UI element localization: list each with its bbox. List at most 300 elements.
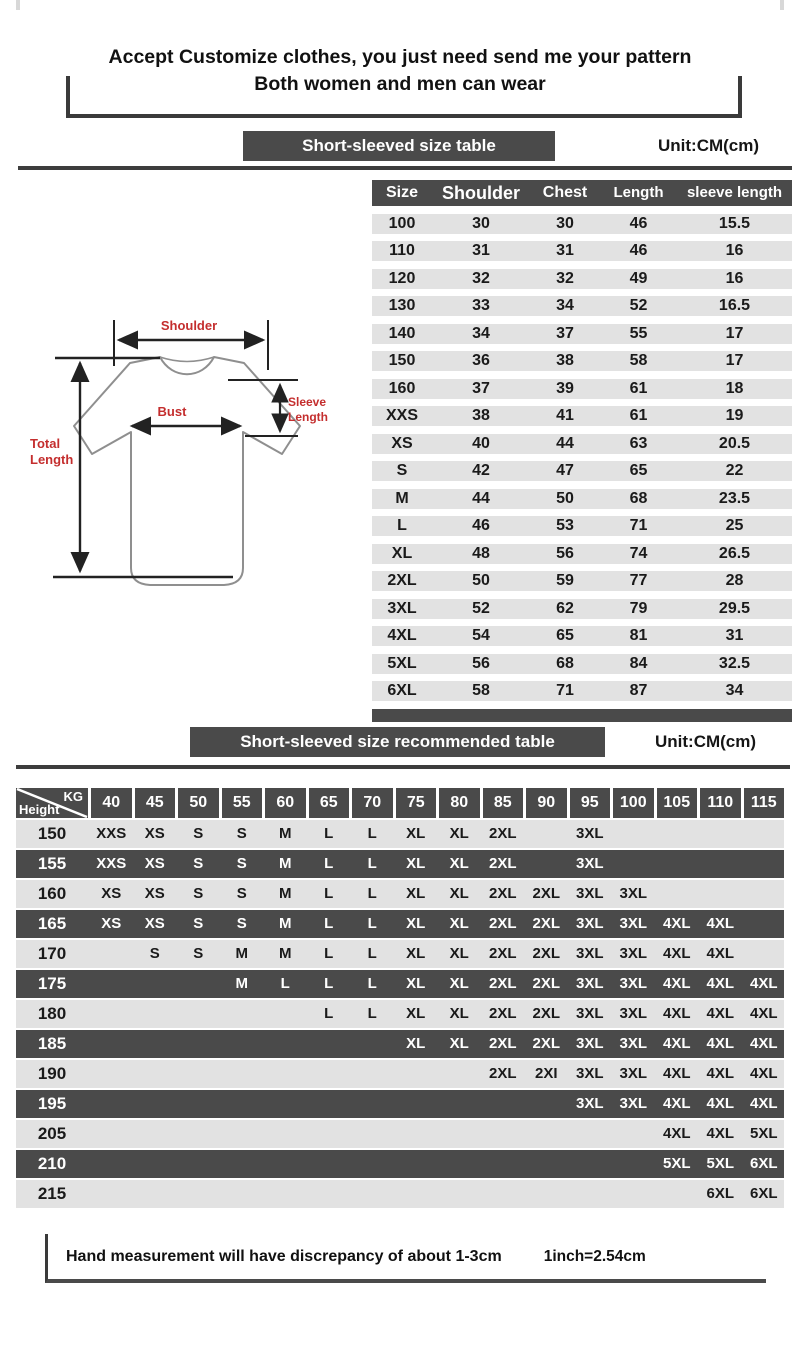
recommended-table-row [16, 880, 784, 908]
recommended-table-row [16, 910, 784, 938]
weight-column-header: 45 [135, 788, 176, 818]
recommended-size-cell: 4XL [706, 1125, 734, 1142]
recommended-size-cell [265, 1030, 306, 1058]
weight-column-header: 60 [265, 788, 306, 818]
recommended-size-cell: XL [449, 855, 469, 872]
size-table-cell: 46 [472, 517, 490, 534]
recommended-size-cell: L [367, 825, 377, 842]
size-table-unit-label: Unit:CM(cm) [658, 136, 760, 155]
size-table [372, 180, 792, 722]
top-right-tick [780, 0, 784, 10]
weight-column-header: 70 [352, 788, 393, 818]
height-row-label: 160 [37, 884, 67, 903]
size-table-cell: 36 [472, 352, 490, 369]
recommended-size-cell: 3XL [619, 1065, 647, 1082]
shoulder-label: Shoulder [160, 318, 218, 333]
height-row-label: 170 [37, 944, 67, 963]
recommended-size-cell [91, 1060, 132, 1088]
recommended-size-cell [657, 1180, 698, 1208]
size-table-column-header: sleeve length [686, 184, 783, 201]
size-table-column-header: Length [613, 184, 664, 201]
recommended-size-cell: XL [449, 945, 469, 962]
size-table-row [372, 571, 792, 591]
footer-bracket [45, 1234, 766, 1283]
size-table-cell: 31 [472, 242, 490, 259]
size-table-cell: 61 [629, 407, 648, 424]
bust-label: Bust [157, 404, 187, 419]
size-table-cell: 44 [472, 489, 490, 507]
height-row-label: 205 [37, 1124, 67, 1143]
recommended-table-row [16, 1120, 784, 1148]
size-table-cell: 46 [629, 214, 648, 232]
recommended-size-cell: 3XL [575, 1005, 604, 1022]
top-left-tick [16, 0, 20, 10]
weight-column-header: 100 [613, 788, 654, 818]
recommended-size-cell: 3XL [575, 915, 604, 932]
recommended-size-cell [265, 1180, 306, 1208]
size-table-cell: 30 [556, 214, 574, 232]
recommended-size-cell: XL [449, 1035, 469, 1052]
recommended-size-cell [570, 1120, 611, 1148]
recommended-size-cell: 2XL [488, 825, 517, 842]
recommended-size-cell [396, 1180, 437, 1208]
size-table-row [372, 406, 792, 426]
height-row-label: 210 [37, 1154, 67, 1173]
recommended-size-cell: 2XL [488, 975, 517, 992]
recommended-size-cell: 4XL [749, 1095, 778, 1112]
recommended-size-cell: XL [406, 915, 426, 932]
recommended-size-cell: XL [406, 1005, 426, 1022]
recommended-size-cell [178, 1000, 219, 1028]
recommended-size-cell: S [236, 855, 247, 872]
recommended-size-cell: L [367, 855, 377, 872]
recommended-size-cell [570, 1150, 611, 1178]
recommended-size-cell: 2XL [488, 1005, 517, 1022]
size-table-cell: 52 [629, 297, 648, 314]
recommended-size-cell [222, 1180, 263, 1208]
recommended-size-cell [439, 1120, 480, 1148]
recommended-size-cell: XL [406, 825, 426, 842]
measurement-note: Hand measurement will have discrepancy of about 1-3cm [66, 1247, 502, 1265]
recommended-size-cell: 6XL [706, 1185, 734, 1202]
size-table-cell: XL [391, 544, 413, 562]
size-table-row [372, 626, 792, 646]
recommended-size-cell: 2XI [534, 1065, 558, 1082]
recommended-size-cell [178, 1150, 219, 1178]
recommended-size-cell: 2XL [532, 915, 560, 932]
recommended-size-cell [135, 970, 176, 998]
size-table-cell: 110 [389, 242, 415, 259]
size-table-cell: 31 [725, 627, 744, 644]
size-table-cell: 79 [629, 599, 648, 617]
size-table-cell: 87 [629, 682, 648, 699]
recommended-size-cell: 4XL [662, 1035, 691, 1052]
size-table-cell: 25 [725, 517, 744, 534]
size-table-row [372, 461, 792, 481]
size-table-row [372, 544, 792, 564]
recommended-size-cell [744, 850, 785, 878]
recommended-size-cell [135, 1060, 176, 1088]
recommended-size-cell [526, 1090, 567, 1118]
total-length-label-line1: Total [30, 436, 61, 451]
tshirt-measurement-diagram [22, 300, 352, 605]
recommended-size-cell: XL [406, 975, 426, 992]
recommended-size-cell: 3XL [619, 945, 647, 962]
size-table-cell: 18 [725, 379, 744, 397]
recommended-size-cell: 2XL [532, 975, 560, 992]
recommended-size-cell [178, 1180, 219, 1208]
size-table-row [372, 269, 792, 289]
size-table-cell: 22 [725, 462, 744, 479]
size-table-cell: 150 [388, 352, 416, 369]
size-table-cell: 34 [556, 297, 574, 314]
size-table-cell: 68 [556, 654, 574, 672]
size-table-cell: 31 [556, 242, 574, 259]
recommended-table-row [16, 1150, 784, 1178]
recommended-size-cell: 4XL [662, 1125, 691, 1142]
height-row-label: 150 [37, 824, 67, 843]
recommended-size-cell [309, 1120, 350, 1148]
recommended-size-cell [657, 880, 698, 908]
size-table-cell: XS [391, 434, 413, 452]
size-table-cell: 23.5 [718, 489, 751, 507]
size-table-cell: XXS [385, 407, 418, 424]
recommended-size-cell: XL [449, 885, 469, 902]
recommended-size-cell: L [367, 885, 377, 902]
recommended-size-cell: 4XL [706, 915, 734, 932]
size-table-body [372, 214, 792, 702]
recommended-size-cell: 3XL [619, 885, 647, 902]
recommended-size-cell: L [324, 885, 334, 902]
recommended-size-cell [135, 1030, 176, 1058]
size-table-column-header: Size [385, 184, 418, 201]
recommended-size-cell: 3XL [575, 825, 604, 842]
page-title-line2: Both women and men can wear [254, 73, 546, 95]
recommended-size-cell [526, 850, 567, 878]
recommended-size-cell [135, 1120, 176, 1148]
recommended-size-cell [309, 1090, 350, 1118]
recommended-size-cell [135, 1090, 176, 1118]
recommended-table [16, 788, 784, 1208]
size-table-cell: 50 [556, 489, 574, 507]
recommended-size-cell [439, 1090, 480, 1118]
size-table-cell: 55 [629, 324, 648, 342]
recommended-size-cell: XXS [96, 855, 127, 872]
recommended-size-cell: 3XL [619, 975, 647, 992]
recommended-size-cell: 6XL [749, 1155, 778, 1172]
recommended-size-cell: 4XL [706, 1005, 734, 1022]
recommended-size-cell: M [279, 825, 292, 842]
recommended-size-cell [178, 1030, 219, 1058]
size-table-column-header: Chest [542, 184, 588, 201]
recommended-size-cell: 2XL [488, 1035, 517, 1052]
size-table-cell: 71 [556, 682, 574, 699]
recommended-size-cell [135, 1180, 176, 1208]
recommended-size-cell: 6XL [749, 1185, 778, 1202]
size-table-cell: 34 [725, 682, 744, 699]
height-row-label: 165 [37, 914, 67, 933]
size-table-row [372, 599, 792, 619]
size-table-row [372, 681, 792, 701]
recommended-size-cell: 4XL [749, 1065, 778, 1082]
recommended-size-cell: 3XL [575, 1095, 604, 1112]
size-table-cell: 65 [556, 627, 574, 644]
size-table-cell: 17 [725, 324, 744, 342]
recommended-size-cell [91, 970, 132, 998]
recommended-size-cell: XL [449, 975, 469, 992]
recommended-table-section-title: Short-sleeved size recommended table [190, 727, 605, 757]
recommended-table-row [16, 820, 784, 848]
recommended-size-cell: 3XL [575, 885, 604, 902]
recommended-size-cell [222, 1030, 263, 1058]
recommended-size-cell: 4XL [749, 975, 778, 992]
recommended-size-cell [309, 1180, 350, 1208]
recommended-size-cell: 4XL [706, 975, 734, 992]
recommended-size-cell: M [279, 885, 292, 902]
recommended-size-cell: L [367, 1005, 377, 1022]
size-table-column-header: Shoulder [441, 183, 520, 203]
weight-column-header: 85 [483, 788, 524, 818]
recommended-size-cell: 2XL [488, 855, 517, 872]
recommended-size-cell [483, 1120, 524, 1148]
recommended-size-cell: 3XL [575, 945, 604, 962]
size-table-cell: 58 [472, 682, 490, 699]
size-table-cell: 16 [725, 242, 744, 259]
recommended-size-cell: 4XL [662, 1065, 691, 1082]
recommended-size-cell [744, 940, 785, 968]
divider-line [18, 166, 792, 170]
recommended-size-cell [135, 1150, 176, 1178]
recommended-size-cell [222, 1120, 263, 1148]
recommended-size-cell [178, 970, 219, 998]
recommended-size-cell: L [367, 945, 377, 962]
size-table-cell: 56 [556, 544, 574, 562]
size-table-cell: 34 [472, 324, 490, 342]
recommended-size-cell [700, 820, 741, 848]
height-row-label: 175 [37, 974, 67, 993]
recommended-size-cell [396, 1150, 437, 1178]
height-row-label: 195 [37, 1094, 67, 1113]
total-length-label-line2: Length [30, 452, 74, 467]
recommended-size-cell: 4XL [749, 1005, 778, 1022]
recommended-size-cell: 5XL [749, 1125, 778, 1142]
recommended-size-cell [309, 1060, 350, 1088]
recommended-size-cell: S [193, 855, 204, 872]
recommended-size-cell [178, 1090, 219, 1118]
recommended-size-cell [700, 850, 741, 878]
recommended-size-cell [744, 820, 785, 848]
size-table-row [372, 296, 792, 316]
size-table-cell: 42 [472, 462, 490, 479]
recommended-table-unit-label: Unit:CM(cm) [655, 732, 757, 751]
sleeve-length-label-line1: Sleeve [288, 395, 327, 409]
weight-column-header: 65 [309, 788, 350, 818]
recommended-size-cell: L [324, 915, 334, 932]
size-table-cell: 15.5 [718, 214, 751, 232]
size-table-row [372, 654, 792, 674]
size-table-bottom-bar [372, 709, 792, 722]
size-table-cell: 16 [725, 269, 744, 287]
recommended-size-cell: L [324, 855, 334, 872]
size-table-cell: 40 [472, 434, 490, 452]
recommended-table-row [16, 940, 784, 968]
collar-line-graphic [160, 357, 214, 362]
recommended-size-cell [396, 1120, 437, 1148]
recommended-size-cell: XL [406, 855, 426, 872]
weight-column-header: 110 [700, 788, 741, 818]
recommended-size-cell: L [367, 915, 377, 932]
size-table-cell: 71 [629, 517, 648, 534]
size-table-cell: 32 [556, 269, 574, 287]
size-table-cell: 44 [556, 434, 574, 452]
recommended-size-cell [439, 1180, 480, 1208]
recommended-size-cell [613, 1120, 654, 1148]
recommended-size-cell: L [324, 825, 334, 842]
recommended-size-cell: XS [144, 915, 165, 932]
height-row-label: 190 [37, 1064, 67, 1083]
recommended-size-cell: S [236, 885, 247, 902]
recommended-size-cell [439, 1060, 480, 1088]
size-table-row [372, 351, 792, 371]
recommended-size-cell: 3XL [575, 1065, 604, 1082]
size-table-cell: 74 [629, 544, 648, 562]
size-table-cell: 46 [629, 242, 648, 259]
recommended-size-cell: 4XL [706, 945, 734, 962]
height-row-label: 185 [37, 1034, 67, 1053]
weight-column-header: 95 [570, 788, 611, 818]
recommended-size-cell: XL [449, 825, 469, 842]
recommended-size-cell [700, 880, 741, 908]
recommended-size-cell: L [324, 975, 334, 992]
recommended-size-cell [352, 1060, 393, 1088]
size-table-cell: 62 [556, 599, 574, 617]
size-table-cell: 63 [629, 434, 648, 452]
recommended-size-cell [265, 1120, 306, 1148]
recommended-table-row [16, 1180, 784, 1208]
size-table-cell: 4XL [387, 627, 417, 644]
height-row-label: 155 [37, 854, 67, 873]
recommended-size-cell: XS [144, 825, 165, 842]
recommended-size-cell: 3XL [619, 1035, 647, 1052]
recommended-size-cell [570, 1180, 611, 1208]
weight-column-header: 55 [222, 788, 263, 818]
size-table-cell: 50 [472, 572, 490, 589]
weight-column-header: 105 [657, 788, 698, 818]
recommended-table-row [16, 1000, 784, 1028]
recommended-size-cell: 4XL [706, 1095, 734, 1112]
size-table-cell: 140 [388, 324, 416, 342]
size-table-cell: 56 [472, 654, 490, 672]
recommended-size-cell [265, 1090, 306, 1118]
recommended-size-cell [352, 1030, 393, 1058]
recommended-size-cell: M [279, 855, 292, 872]
recommended-size-cell [352, 1090, 393, 1118]
height-row-label: 215 [37, 1184, 67, 1203]
size-table-cell: 29.5 [718, 599, 751, 617]
size-table-cell: 120 [388, 269, 416, 287]
recommended-table-row [16, 850, 784, 878]
recommended-size-cell: S [236, 825, 247, 842]
recommended-size-cell: S [193, 885, 204, 902]
sleeve-length-label-line2: Length [288, 410, 328, 424]
recommended-size-cell: XL [449, 1005, 469, 1022]
height-row-label: 180 [37, 1004, 67, 1023]
recommended-size-cell: 4XL [662, 1095, 691, 1112]
recommended-size-cell: 4XL [662, 975, 691, 992]
recommended-size-cell [439, 1150, 480, 1178]
size-table-cell: 37 [556, 324, 574, 342]
recommended-size-cell [483, 1090, 524, 1118]
size-table-row [372, 379, 792, 399]
size-table-cell: 130 [388, 297, 416, 314]
inch-conversion-note: 1inch=2.54cm [543, 1247, 646, 1265]
recommended-size-cell [222, 1090, 263, 1118]
recommended-size-cell [526, 820, 567, 848]
recommended-size-cell [483, 1150, 524, 1178]
recommended-size-cell [613, 820, 654, 848]
recommended-size-cell [744, 880, 785, 908]
recommended-size-cell: XS [144, 885, 165, 902]
recommended-size-cell: L [280, 975, 290, 992]
recommended-size-cell [91, 1120, 132, 1148]
weight-column-header: 90 [526, 788, 567, 818]
size-table-cell: 37 [472, 379, 490, 397]
recommended-size-cell: 2XL [488, 945, 517, 962]
size-table-cell: 160 [388, 379, 416, 397]
recommended-size-cell: M [279, 915, 292, 932]
size-table-section-title: Short-sleeved size table [243, 131, 555, 161]
size-table-cell: 6XL [387, 682, 417, 699]
recommended-size-cell: 4XL [706, 1065, 734, 1082]
recommended-size-cell: 3XL [619, 915, 647, 932]
recommended-size-cell: 2XL [532, 885, 560, 902]
recommended-size-cell [91, 1150, 132, 1178]
size-table-cell: M [395, 489, 409, 507]
recommended-size-cell [91, 1090, 132, 1118]
size-table-row [372, 214, 792, 234]
size-table-cell: 68 [629, 489, 648, 507]
recommended-size-cell: XS [101, 915, 122, 932]
size-table-cell: S [396, 462, 408, 479]
size-table-cell: 53 [556, 517, 574, 534]
recommended-size-cell [396, 1090, 437, 1118]
recommended-size-cell: 3XL [619, 1005, 647, 1022]
recommended-size-cell: 3XL [575, 975, 604, 992]
size-table-row [372, 516, 792, 536]
recommended-size-cell: S [193, 915, 204, 932]
recommended-size-cell [91, 1030, 132, 1058]
size-table-cell: 48 [472, 544, 490, 562]
divider-line [16, 765, 790, 769]
recommended-size-cell: L [324, 945, 334, 962]
size-table-cell: 49 [629, 269, 648, 287]
size-table-cell: 38 [472, 407, 490, 424]
recommended-size-cell [309, 1150, 350, 1178]
size-table-cell: 5XL [387, 654, 417, 672]
size-table-cell: 59 [556, 572, 574, 589]
size-table-cell: 65 [629, 462, 648, 479]
recommended-size-cell: 4XL [706, 1035, 734, 1052]
recommended-size-cell [657, 850, 698, 878]
recommended-size-cell [178, 1060, 219, 1088]
recommended-size-cell: 3XL [575, 1035, 604, 1052]
recommended-size-cell: 4XL [749, 1035, 778, 1052]
weight-column-header: 40 [91, 788, 132, 818]
recommended-size-cell: XL [406, 885, 426, 902]
recommended-size-cell: 2XL [488, 915, 517, 932]
recommended-size-cell [526, 1150, 567, 1178]
recommended-size-cell: S [193, 945, 204, 962]
